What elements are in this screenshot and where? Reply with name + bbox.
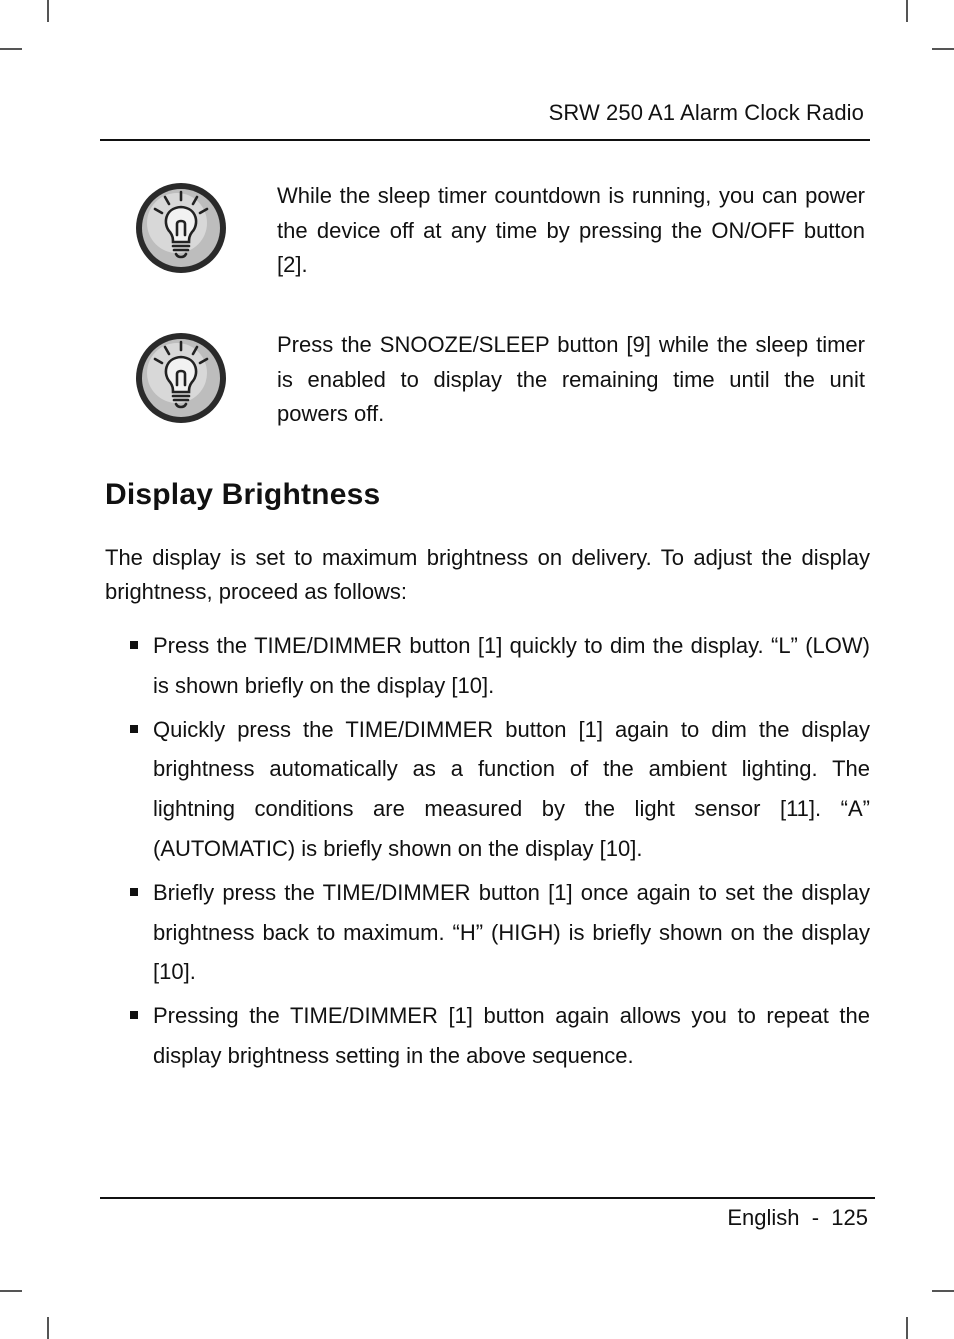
crop-mark xyxy=(0,48,22,50)
crop-mark xyxy=(932,1290,954,1292)
section-intro: The display is set to maximum brightness on delivery. To adjust the display brightness, proceed as follows: xyxy=(105,545,870,604)
tip-text: Press the SNOOZE/SLEEP button [9] while the sleep timer is enabled to display the remaining time until the unit powers off. xyxy=(277,332,865,426)
list-item xyxy=(105,996,870,1076)
list-item xyxy=(105,710,870,869)
list-item xyxy=(105,873,870,992)
footer-rule xyxy=(100,1197,875,1199)
crop-mark xyxy=(47,1317,49,1339)
footer-separator: - xyxy=(811,1205,820,1230)
list-item xyxy=(105,626,870,706)
list-item-text: Pressing the TIME/DIMMER [1] button again allows you to repeat the display brightness setting in the above sequence. xyxy=(153,1003,870,1068)
crop-mark xyxy=(906,0,908,22)
header-rule xyxy=(100,139,870,141)
bullet-square-icon xyxy=(130,888,138,896)
footer-spacer xyxy=(819,1205,831,1230)
lightbulb-icon xyxy=(133,180,229,276)
crop-mark xyxy=(906,1317,908,1339)
section-heading: Display Brightness xyxy=(105,478,381,511)
crop-mark xyxy=(47,0,49,22)
bullet-list xyxy=(105,626,870,1080)
list-item-text: Press the TIME/DIMMER button [1] quickly to dim the display. “L” (LOW) is shown briefly on the display [10]. xyxy=(153,633,870,698)
list-item-text: Briefly press the TIME/DIMMER button [1] once again to set the display brightness back to maximum. “H” (HIGH) is briefly shown on the display [10]. xyxy=(153,879,870,985)
lightbulb-icon xyxy=(133,330,229,426)
footer-spacer xyxy=(799,1205,811,1230)
crop-mark xyxy=(0,1290,22,1292)
bullet-square-icon xyxy=(130,641,138,649)
crop-mark xyxy=(932,48,954,50)
tip-note xyxy=(133,180,865,290)
tip-text: While the sleep timer countdown is running, you can power the device off at any time by pressing the ON/OFF button [2]. xyxy=(277,183,865,277)
running-header: SRW 250 A1 Alarm Clock Radio xyxy=(548,100,864,125)
page-footer xyxy=(727,1205,868,1231)
list-item-text: Quickly press the TIME/DIMMER button [1] again to dim the display brightness automatically as a function of the ambient lighting. The lightning conditions are measured by the light sensor [11]. “A” (AUTOMATIC) is briefly shown on the display [10]. xyxy=(153,716,870,861)
page-number: 125 xyxy=(831,1205,868,1230)
bullet-square-icon xyxy=(130,725,138,733)
bullet-square-icon xyxy=(130,1011,138,1019)
tip-note xyxy=(133,330,865,440)
footer-language: English xyxy=(727,1205,800,1230)
